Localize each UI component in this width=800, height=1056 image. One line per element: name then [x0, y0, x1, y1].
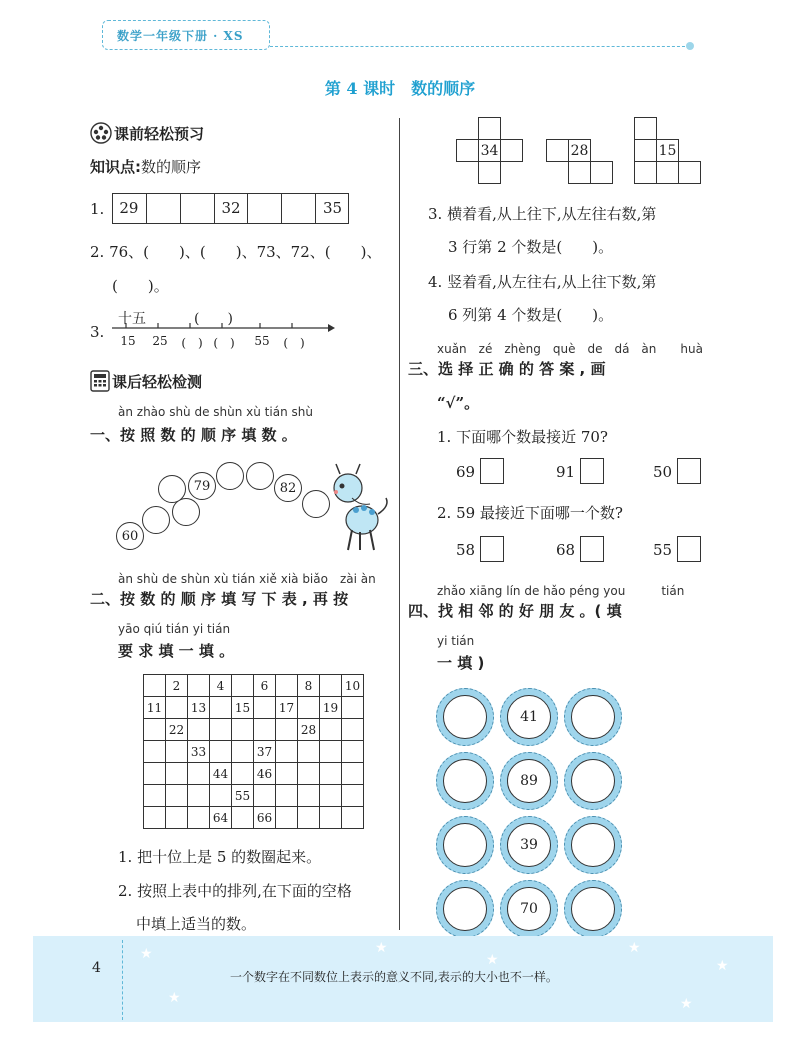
q2-line2: ( )。	[112, 277, 169, 295]
cross-cell: 34	[478, 139, 501, 162]
cross-cell: 15	[656, 139, 679, 162]
right-q3-line1: 3. 横着看,从上往下,从左往右数,第	[428, 205, 657, 223]
grid-cell: 8	[298, 675, 320, 697]
number-line-label-left: 十五	[118, 311, 146, 327]
knowledge-value: 数的顺序	[141, 158, 202, 176]
test-heading-text: 课后轻松检测	[112, 373, 203, 391]
grid-cell: 37	[254, 741, 276, 763]
star-icon: ★	[628, 940, 641, 956]
s3-title: 三、选 择 正 确 的 答 案 , 画	[408, 360, 606, 378]
s4-title2: 一 填 )	[437, 654, 485, 672]
strip-cell: 29	[119, 199, 139, 217]
header-tag-text: 数学一年级下册 · XS	[117, 29, 244, 43]
flower-center	[443, 887, 487, 931]
flower-center	[443, 695, 487, 739]
grid-cell: 19	[320, 697, 342, 719]
number-line-label-right: ( )	[194, 311, 233, 327]
page-number: 4	[92, 960, 101, 976]
star-icon: ★	[140, 946, 153, 962]
flower-center: 70	[507, 887, 551, 931]
s2-pinyin1: àn shù de shùn xù tián xiě xià biǎo zài àn	[118, 572, 376, 586]
flower-center: 41	[507, 695, 551, 739]
flower-center	[443, 759, 487, 803]
grid-cell: 33	[188, 741, 210, 763]
s2-pinyin2: yāo qiú tián yi tián	[118, 622, 231, 636]
flower-center	[571, 887, 615, 931]
grid-cell: 28	[298, 719, 320, 741]
right-q4-line2: 6 列第 4 个数是( )。	[448, 306, 614, 324]
grid-cell: 6	[254, 675, 276, 697]
grid-cell: 44	[210, 763, 232, 785]
grid-cell: 17	[276, 697, 298, 719]
star-icon: ★	[486, 952, 499, 968]
option-value: 58	[456, 541, 476, 559]
cross-cell: 28	[568, 139, 591, 162]
grid-cell: 64	[210, 807, 232, 829]
s3-q1: 1. 下面哪个数最接近 70?	[437, 428, 608, 446]
strip-cell: 32	[214, 193, 248, 224]
grid-cell: 2	[166, 675, 188, 697]
s3-title2: “√”。	[437, 394, 480, 412]
tick-label: ( )	[283, 336, 305, 350]
grid-cell: 11	[144, 697, 166, 719]
footer-tip: 一个数字在不同数位上表示的意义不同,表示的大小也不一样。	[230, 970, 558, 984]
tick-label: 55	[254, 334, 270, 348]
s1-title: 一、按 照 数 的 顺 序 填 数 。	[90, 426, 297, 444]
tick-label: ( )	[213, 336, 235, 350]
tick-label: 15	[120, 334, 136, 348]
option-value: 68	[556, 541, 576, 559]
grid-cell: 46	[254, 763, 276, 785]
s2-title2: 要 求 填 一 填 。	[118, 642, 235, 660]
sequence-circle: 82	[274, 474, 302, 502]
s2-q2-line2: 中填上适当的数。	[136, 915, 257, 933]
right-q4-line1: 4. 竖着看,从左往右,从上往下数,第	[428, 273, 657, 291]
option-value: 69	[456, 463, 476, 481]
s4-pinyin2: yi tián	[437, 634, 475, 648]
s2-q1: 1. 把十位上是 5 的数圈起来。	[118, 848, 322, 866]
star-icon: ★	[168, 990, 181, 1006]
flower-center: 89	[507, 759, 551, 803]
q1-number: 1.	[90, 200, 105, 218]
sequence-circle: 79	[188, 472, 216, 500]
right-q3-line2: 3 行第 2 个数是( )。	[448, 238, 614, 256]
flower-center	[571, 759, 615, 803]
page-title: 第 4 课时 数的顺序	[324, 79, 476, 98]
tick-label: 25	[152, 334, 168, 348]
footer-divider	[122, 940, 123, 1020]
s3-q2: 2. 59 最接近下面哪一个数?	[437, 504, 623, 522]
option-value: 55	[653, 541, 673, 559]
star-icon: ★	[716, 958, 729, 974]
grid-cell: 10	[342, 675, 364, 697]
knowledge-label: 知识点:	[90, 158, 141, 176]
s4-title: 四、找 相 邻 的 好 朋 友 。( 填	[408, 602, 622, 620]
star-icon: ★	[680, 996, 693, 1012]
sequence-circle: 60	[116, 522, 144, 550]
grid-cell: 4	[210, 675, 232, 697]
grid-cell: 15	[232, 697, 254, 719]
option-value: 50	[653, 463, 673, 481]
preview-heading-text: 课前轻松预习	[114, 125, 205, 143]
q3-number: 3.	[90, 323, 105, 341]
s1-pinyin: àn zhào shù de shùn xù tián shù	[118, 405, 313, 419]
s2-q2-line1: 2. 按照上表中的排列,在下面的空格	[118, 882, 352, 900]
star-icon: ★	[375, 940, 388, 956]
grid-cell: 55	[232, 785, 254, 807]
strip-cell: 35	[315, 193, 349, 224]
flower-center: 39	[507, 823, 551, 867]
tick-label: ( )	[181, 336, 203, 350]
flower-center	[443, 823, 487, 867]
option-value: 91	[556, 463, 576, 481]
q2-line1: 2. 76、( )、( )、73、72、( )、	[90, 243, 382, 261]
s4-pinyin: zhǎo xiāng lín de hǎo péng you tián	[437, 584, 685, 598]
grid-cell: 22	[166, 719, 188, 741]
s3-pinyin: xuǎn zé zhèng què de dá àn huà	[437, 342, 703, 356]
s2-title1: 二、按 数 的 顺 序 填 写 下 表 , 再 按	[90, 590, 349, 608]
grid-cell: 13	[188, 697, 210, 719]
flower-center	[571, 823, 615, 867]
flower-center	[571, 695, 615, 739]
grid-cell: 66	[254, 807, 276, 829]
